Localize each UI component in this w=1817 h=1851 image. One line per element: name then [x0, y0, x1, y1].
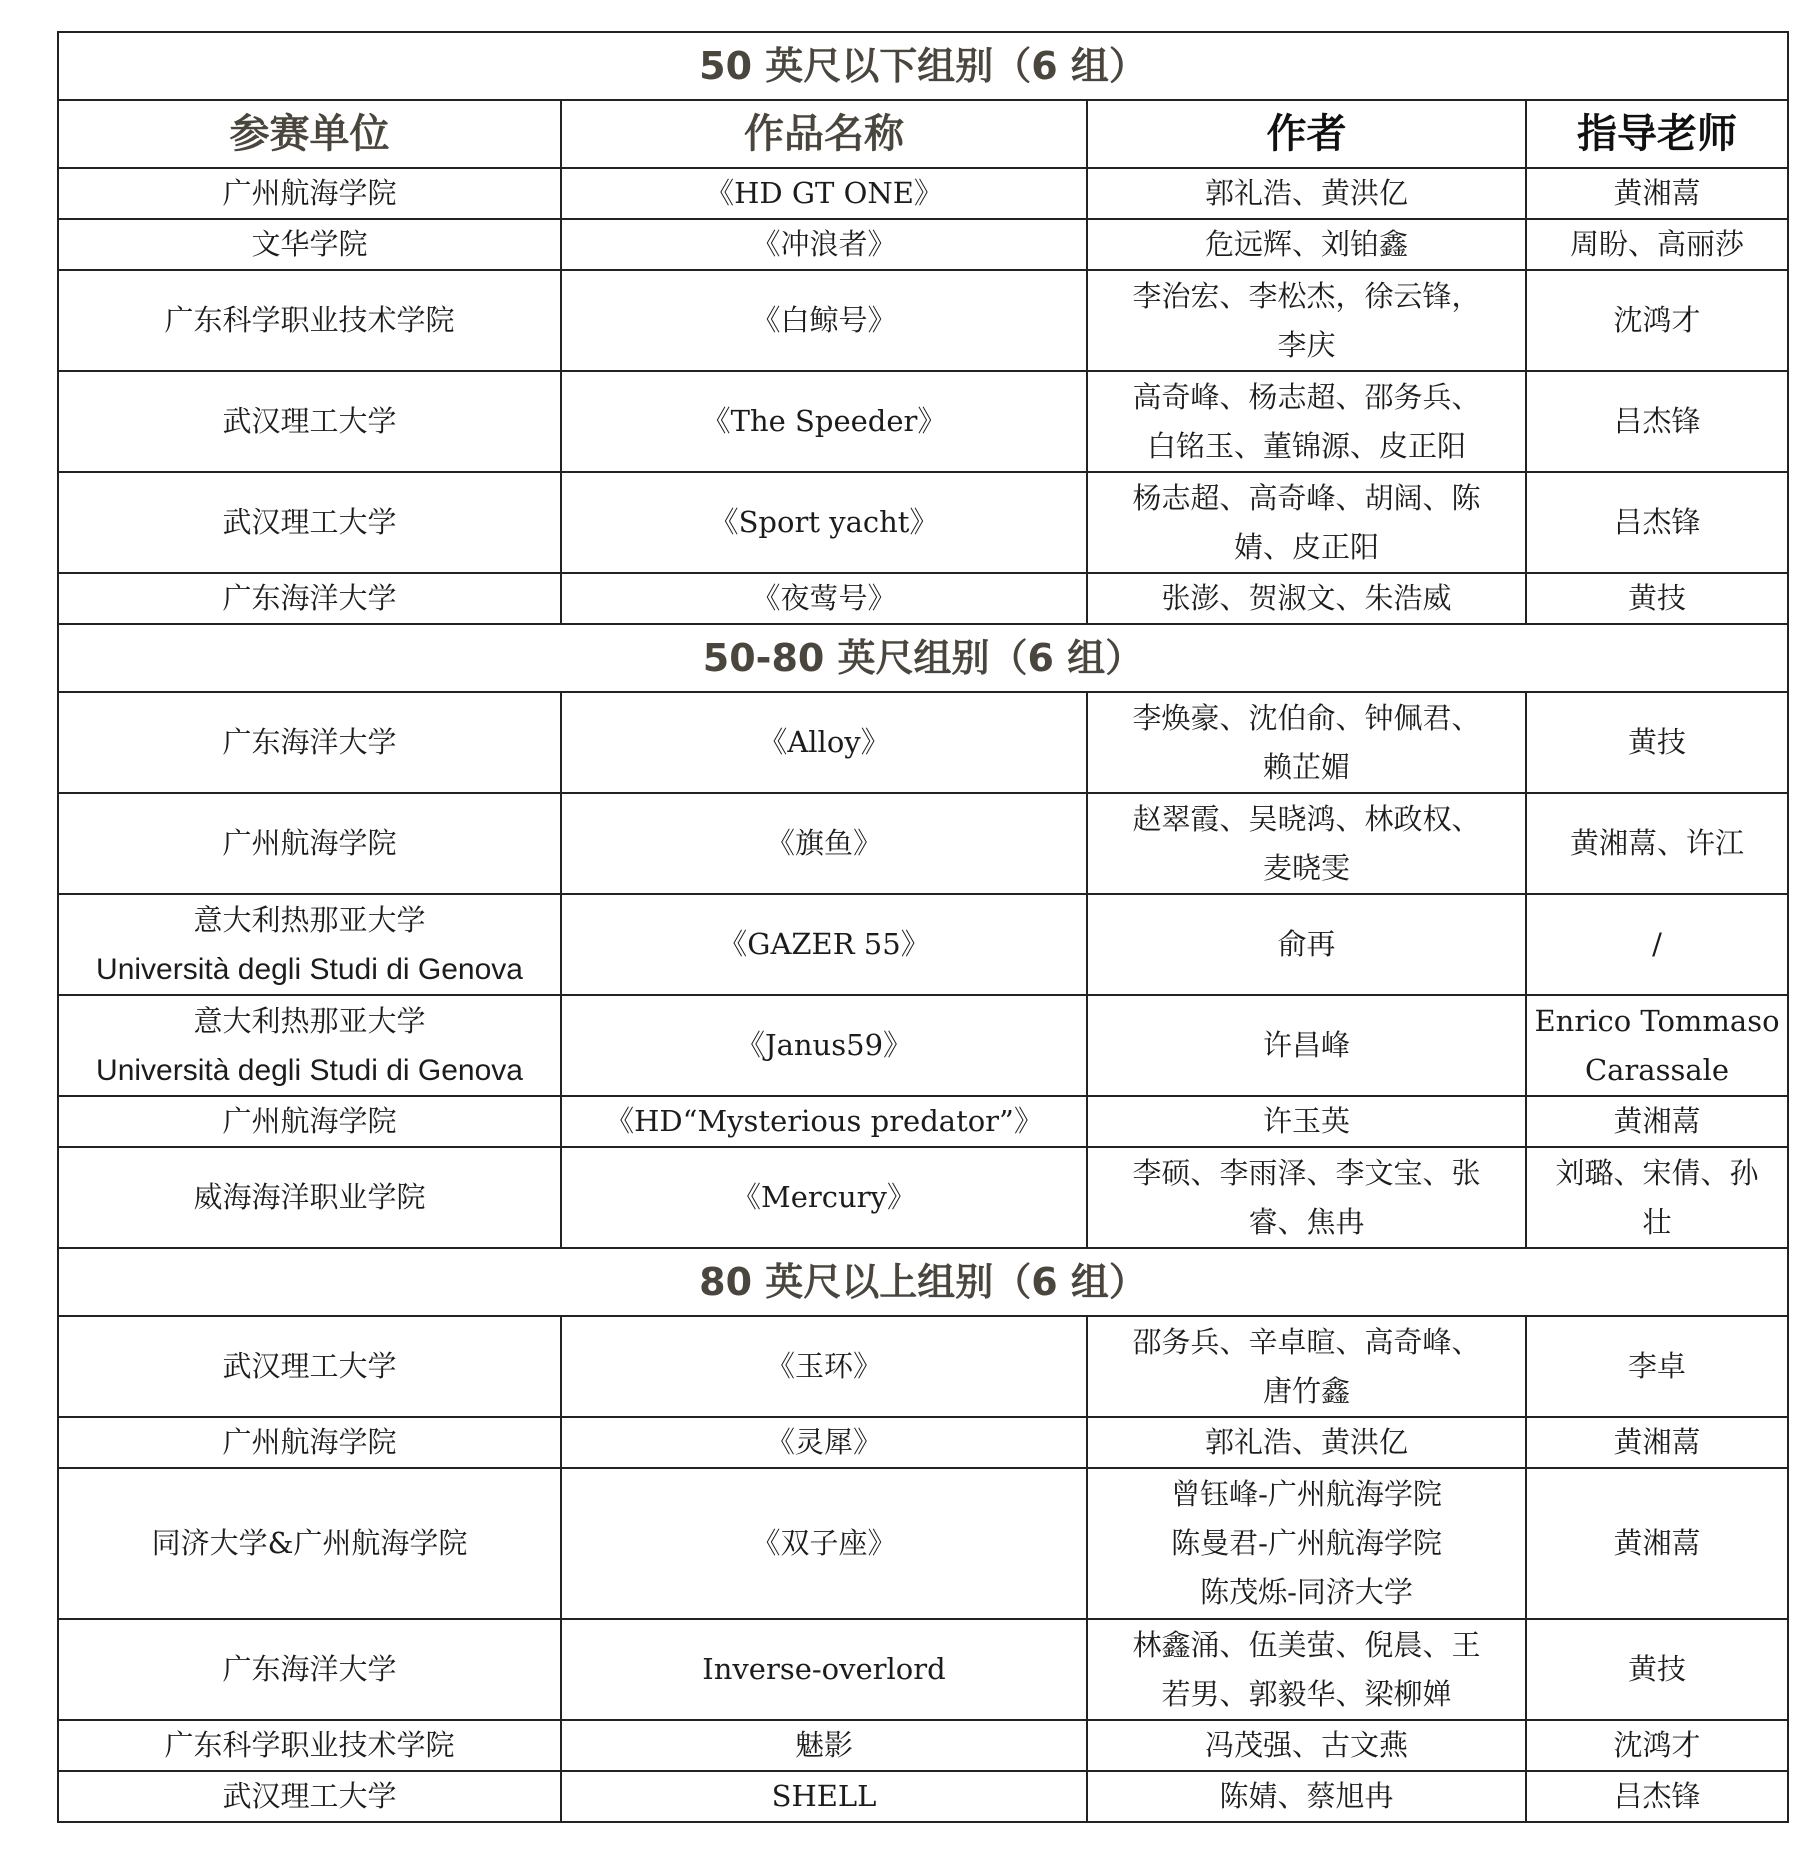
work-cell-line: 《Janus59》	[735, 1028, 913, 1062]
teacher-cell-line: 壮	[1642, 1204, 1672, 1239]
author-cell	[1087, 1096, 1526, 1147]
unit-cell-line: 同济大学&广州航海学院	[151, 1526, 468, 1560]
author-cell-line: 李治宏、李松杰，徐云锋，	[1132, 278, 1481, 313]
work-cell-line: SHELL	[771, 1779, 877, 1813]
teacher-cell	[1526, 1720, 1788, 1771]
unit-cell	[58, 168, 561, 219]
teacher-cell	[1526, 995, 1788, 1096]
work-cell	[561, 1619, 1087, 1720]
teacher-cell-line: 黄技	[1628, 725, 1687, 759]
table-row	[58, 371, 1788, 472]
unit-cell-line: 广东科学职业技术学院	[164, 1728, 455, 1762]
author-cell-line: 赖芷媚	[1262, 749, 1350, 784]
teacher-cell	[1526, 793, 1788, 894]
unit-cell-line: 威海海洋职业学院	[193, 1180, 426, 1214]
author-cell	[1087, 793, 1526, 894]
teacher-cell	[1526, 219, 1788, 270]
work-cell-line: 《旗鱼》	[765, 826, 882, 860]
work-cell-line: 《HD“Mysterious predator”》	[605, 1104, 1043, 1138]
author-cell-line: 张澎、贺淑文、朱浩威	[1161, 581, 1452, 615]
work-cell-line: Inverse-overlord	[702, 1652, 946, 1686]
table-row	[58, 692, 1788, 793]
table-row	[58, 1096, 1788, 1147]
work-cell-line: 魅影	[794, 1728, 853, 1762]
teacher-cell	[1526, 1619, 1788, 1720]
table-row	[58, 1417, 1788, 1468]
work-cell	[561, 1468, 1087, 1619]
author-cell-line: 陈茂烁-同济大学	[1200, 1575, 1413, 1609]
table-row	[58, 472, 1788, 573]
teacher-cell-line: Carassale	[1584, 1052, 1730, 1087]
work-cell-line: 《白鲸号》	[751, 303, 897, 337]
unit-cell	[58, 1771, 561, 1822]
work-cell-line: 《GAZER 55》	[718, 927, 930, 961]
table-row	[58, 219, 1788, 270]
work-cell	[561, 1720, 1087, 1771]
group-title-50-80: 50-80 英尺组别（6 组）	[58, 624, 1788, 692]
unit-cell-line: 武汉理工大学	[222, 505, 397, 539]
table-header-row	[58, 100, 1788, 168]
teacher-cell	[1526, 1417, 1788, 1468]
work-cell	[561, 1316, 1087, 1417]
unit-cell	[58, 793, 561, 894]
author-cell	[1087, 1147, 1526, 1248]
unit-cell	[58, 219, 561, 270]
work-cell-line: 《Sport yacht》	[709, 505, 939, 539]
unit-cell	[58, 1417, 561, 1468]
table-row	[58, 1720, 1788, 1771]
table-row	[58, 1316, 1788, 1417]
author-cell-line: 若男、郭毅华、梁柳婵	[1161, 1676, 1452, 1711]
unit-cell	[58, 1316, 561, 1417]
author-cell-line: 李硕、李雨泽、李文宝、张	[1132, 1155, 1481, 1190]
author-cell	[1087, 472, 1526, 573]
unit-cell-line: 武汉理工大学	[222, 404, 397, 438]
table-row	[58, 995, 1788, 1096]
author-cell-line: 曾钰峰-广州航海学院	[1171, 1477, 1442, 1511]
unit-cell	[58, 692, 561, 793]
teacher-cell	[1526, 1316, 1788, 1417]
author-cell-line: 李庆	[1277, 327, 1336, 362]
author-cell-line: 杨志超、高奇峰、胡阔、陈	[1132, 480, 1481, 515]
unit-cell-line: 武汉理工大学	[222, 1349, 397, 1383]
header-unit: 参赛单位	[58, 100, 561, 168]
author-cell-line: 俞再	[1277, 927, 1336, 961]
teacher-cell	[1526, 692, 1788, 793]
group-title-under-50: 50 英尺以下组别（6 组）	[58, 32, 1788, 100]
unit-cell	[58, 270, 561, 371]
teacher-cell-line: 吕杰锋	[1613, 404, 1701, 438]
teacher-cell-line: 沈鸿才	[1613, 1728, 1701, 1762]
author-cell-line: 婧、皮正阳	[1233, 529, 1379, 564]
work-cell-line: 《Mercury》	[732, 1180, 916, 1214]
author-cell-line: 许昌峰	[1262, 1028, 1350, 1062]
table-row	[58, 168, 1788, 219]
table-row	[58, 270, 1788, 371]
unit-cell-line: 广州航海学院	[222, 826, 397, 860]
author-cell	[1087, 1771, 1526, 1822]
group-title-over-80: 80 英尺以上组别（6 组）	[58, 1248, 1788, 1316]
author-cell-line: 危远辉、刘铂鑫	[1204, 227, 1408, 261]
author-cell	[1087, 1468, 1526, 1619]
teacher-cell	[1526, 472, 1788, 573]
work-cell-line: 《HD GT ONE》	[705, 176, 943, 210]
unit-cell-line: 文华学院	[251, 227, 368, 261]
teacher-cell	[1526, 1096, 1788, 1147]
author-cell-line: 陈曼君-广州航海学院	[1171, 1526, 1442, 1560]
author-cell-line: 郭礼浩、黄洪亿	[1204, 1425, 1408, 1459]
work-cell-line: 《双子座》	[751, 1526, 897, 1560]
unit-cell	[58, 472, 561, 573]
header-work: 作品名称	[561, 100, 1087, 168]
unit-cell	[58, 995, 561, 1096]
unit-cell-line: 广州航海学院	[222, 1425, 397, 1459]
teacher-cell-line: 李卓	[1628, 1349, 1687, 1383]
unit-cell	[58, 1147, 561, 1248]
unit-cell-line: 广州航海学院	[222, 176, 397, 210]
unit-cell	[58, 1619, 561, 1720]
author-cell-line: 睿、焦冉	[1248, 1204, 1365, 1239]
work-cell-line: 《玉环》	[765, 1349, 882, 1383]
teacher-cell	[1526, 894, 1788, 995]
work-cell-line: 《灵犀》	[765, 1425, 882, 1459]
work-cell	[561, 692, 1087, 793]
table-row	[58, 573, 1788, 624]
teacher-cell	[1526, 1771, 1788, 1822]
unit-cell	[58, 1096, 561, 1147]
unit-cell	[58, 573, 561, 624]
teacher-cell	[1526, 371, 1788, 472]
author-cell-line: 冯茂强、古文燕	[1204, 1728, 1408, 1762]
author-cell	[1087, 371, 1526, 472]
work-cell	[561, 573, 1087, 624]
unit-cell-line: 广东海洋大学	[222, 725, 397, 759]
unit-cell-line: 广州航海学院	[222, 1104, 397, 1138]
unit-cell-line: 意大利热那亚大学	[193, 902, 426, 937]
table-row	[58, 793, 1788, 894]
work-cell	[561, 371, 1087, 472]
table-row	[58, 1468, 1788, 1619]
work-cell	[561, 1096, 1087, 1147]
work-cell-line: 《The Speeder》	[701, 404, 947, 438]
teacher-cell-line: 沈鸿才	[1613, 303, 1701, 337]
work-cell	[561, 1147, 1087, 1248]
author-cell	[1087, 573, 1526, 624]
teacher-cell-line: 黄湘蒚	[1613, 1526, 1701, 1560]
work-cell	[561, 995, 1087, 1096]
unit-cell-line: 广东海洋大学	[222, 1652, 397, 1686]
header-teacher: 指导老师	[1526, 100, 1788, 168]
teacher-cell-line: Enrico Tommaso	[1534, 1003, 1780, 1038]
author-cell-line: 李焕豪、沈伯俞、钟佩君、	[1132, 700, 1481, 735]
teacher-cell-line: 吕杰锋	[1613, 505, 1701, 539]
author-cell-line: 郭礼浩、黄洪亿	[1204, 176, 1408, 210]
teacher-cell-line: 吕杰锋	[1613, 1779, 1701, 1813]
teacher-cell-line: 黄湘蒚	[1613, 1425, 1701, 1459]
award-table	[57, 31, 1789, 1823]
unit-cell-line: 意大利热那亚大学	[193, 1003, 426, 1038]
author-cell	[1087, 692, 1526, 793]
author-cell	[1087, 894, 1526, 995]
author-cell	[1087, 1619, 1526, 1720]
teacher-cell-line: 黄湘蒚、许江	[1570, 826, 1745, 860]
author-cell	[1087, 1316, 1526, 1417]
unit-cell	[58, 1720, 561, 1771]
teacher-cell	[1526, 573, 1788, 624]
author-cell-line: 许玉英	[1262, 1104, 1350, 1138]
unit-cell-line: 广东海洋大学	[222, 581, 397, 615]
author-cell	[1087, 1720, 1526, 1771]
teacher-cell-line: 刘璐、宋倩、孙	[1555, 1155, 1759, 1190]
unit-cell	[58, 1468, 561, 1619]
teacher-cell-line: 黄湘蒚	[1613, 1104, 1701, 1138]
teacher-cell-line: 周盼、高丽莎	[1570, 227, 1745, 261]
work-cell-line: 《冲浪者》	[751, 227, 897, 261]
author-cell-line: 赵翠霞、吴晓鸿、林政权、	[1132, 801, 1481, 836]
teacher-cell-line: 黄技	[1628, 581, 1687, 615]
work-cell	[561, 793, 1087, 894]
author-cell	[1087, 219, 1526, 270]
header-author: 作者	[1087, 100, 1526, 168]
teacher-cell-line: 黄湘蒚	[1613, 176, 1701, 210]
work-cell	[561, 894, 1087, 995]
teacher-cell	[1526, 168, 1788, 219]
work-cell	[561, 168, 1087, 219]
author-cell	[1087, 270, 1526, 371]
unit-cell	[58, 894, 561, 995]
work-cell	[561, 1417, 1087, 1468]
author-cell-line: 林鑫涌、伍美萤、倪晨、王	[1132, 1627, 1481, 1662]
author-cell-line: 陈婧、蔡旭冉	[1219, 1779, 1394, 1813]
author-cell-line: 高奇峰、杨志超、邵务兵、	[1132, 379, 1481, 414]
table-row	[58, 1771, 1788, 1822]
teacher-cell-line: /	[1652, 927, 1662, 961]
teacher-cell	[1526, 270, 1788, 371]
work-cell	[561, 1771, 1087, 1822]
work-cell	[561, 219, 1087, 270]
table-row	[58, 1619, 1788, 1720]
work-cell-line: 《Alloy》	[758, 725, 890, 759]
author-cell-line: 白铭玉、董锦源、皮正阳	[1146, 428, 1466, 463]
author-cell	[1087, 168, 1526, 219]
table-row	[58, 1147, 1788, 1248]
teacher-cell	[1526, 1468, 1788, 1619]
teacher-cell-line: 黄技	[1628, 1652, 1687, 1686]
teacher-cell	[1526, 1147, 1788, 1248]
author-cell-line: 唐竹鑫	[1262, 1373, 1350, 1408]
table-row	[58, 894, 1788, 995]
work-cell-line: 《夜莺号》	[751, 581, 897, 615]
author-cell-line: 邵务兵、辛卓暄、高奇峰、	[1132, 1324, 1481, 1359]
unit-cell-line: 武汉理工大学	[222, 1779, 397, 1813]
author-cell-line: 麦晓雯	[1262, 850, 1350, 885]
unit-cell-line: Università degli Studi di Genova	[96, 1053, 523, 1087]
unit-cell-line: 广东科学职业技术学院	[164, 303, 455, 337]
author-cell	[1087, 995, 1526, 1096]
award-table-body	[58, 32, 1788, 1822]
unit-cell-line: Università degli Studi di Genova	[96, 952, 523, 986]
work-cell	[561, 472, 1087, 573]
work-cell	[561, 270, 1087, 371]
unit-cell	[58, 371, 561, 472]
author-cell	[1087, 1417, 1526, 1468]
